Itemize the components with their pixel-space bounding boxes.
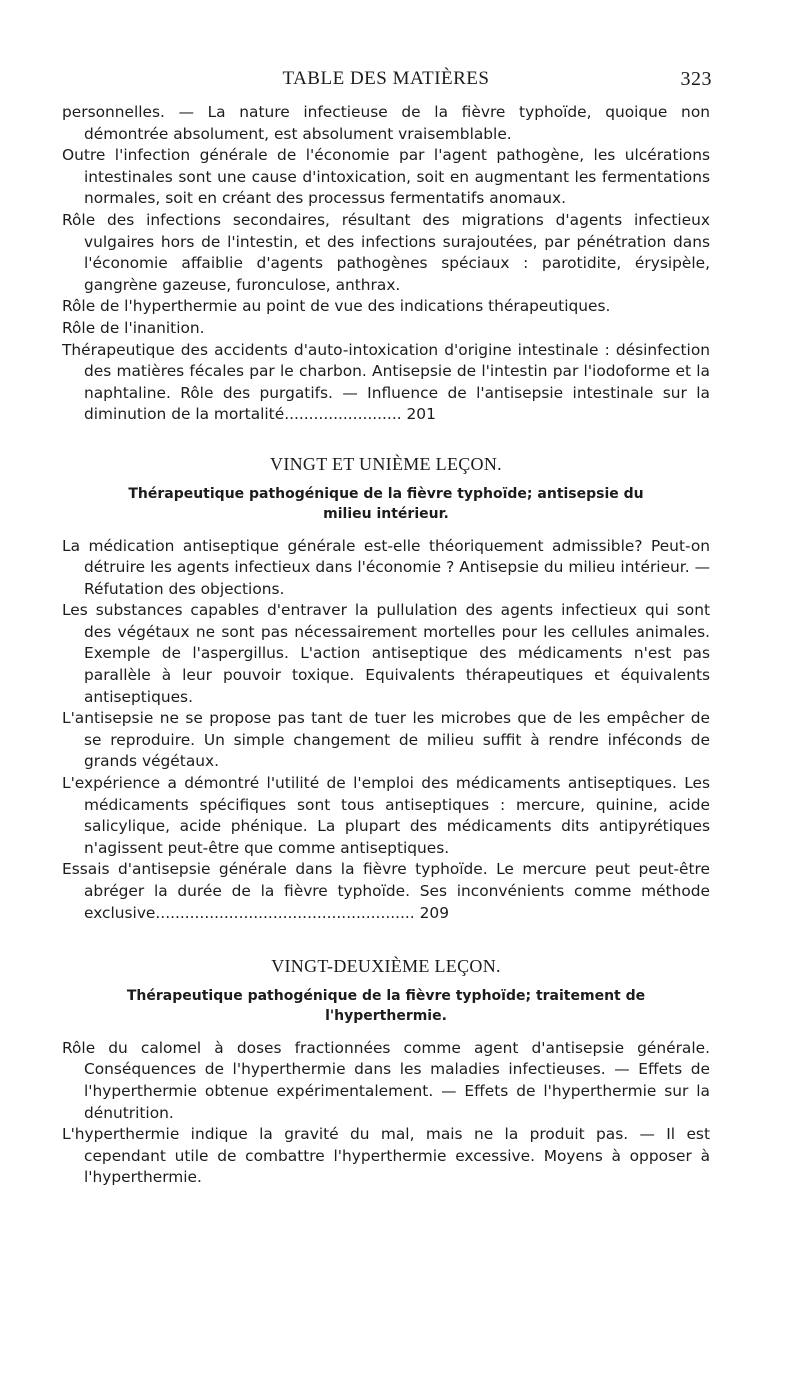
toc-entry-text: Essais d'antisepsie générale dans la fièvre typhoïde. Le mercure peut peut-être abréger la durée de la fièvre typhoïde. Ses inconvénients comme méthode exclusive <box>62 860 710 922</box>
toc-entry: Rôle des infections secondaires, résultant des migrations d'agents infectieux vulgaires hors de l'intestin, et des infections surajoutées, par pénétration dans l'économie affaiblie d'agents pathogènes spéciaux : parotidite, érysipèle, gangrène gazeuse, furonculose, anthrax. <box>62 210 710 294</box>
running-title: TABLE DES MATIÈRES <box>282 68 490 89</box>
page-reference: 201 <box>406 405 436 424</box>
toc-entry: L'hyperthermie indique la gravité du mal, mais ne la produit pas. — Il est cependant utile de combattre l'hyperthermie excessive. Moyens à opposer à l'hyperthermie. <box>62 1125 710 1187</box>
toc-entry: L'expérience a démontré l'utilité de l'emploi des médicaments antiseptiques. Les médicaments spécifiques sont tous antiseptiques : mercure, quinine, acide salicylique, acide phénique. La plupart des médicaments dits antipyrétiques n'agissent peut-être que comme antiseptiques. <box>62 774 710 857</box>
toc-entry: Les substances capables d'entraver la pullulation des agents infectieux qui sont des végétaux ne sont pas nécessairement mortelles pour les cellules animales. Exemple de l'aspergillus. L'action antiseptique des médicaments n'est pas parallèle à leur pouvoir toxique. Equivalents thérapeutiques et équivalents antiseptiques. <box>62 601 710 706</box>
toc-body <box>62 102 710 1189</box>
toc-entry-final <box>62 340 710 426</box>
page-number: 323 <box>680 68 712 90</box>
lecon-22-section <box>62 956 710 1189</box>
lecon-subtitle: Thérapeutique pathogénique de la fièvre typhoïde; traitement de l'hyperthermie. <box>126 987 646 1024</box>
lecon-21-section <box>62 454 710 924</box>
toc-entry-text: Thérapeutique des accidents d'auto-intoxication d'origine intestinale : désinfection des matières fécales par le charbon. Antisepsie de l'intestin par l'iodoforme et la naphtaline. Rôle des purgatifs. — Influence de l'antisepsie intestinale sur la diminution de la mortalité <box>62 340 710 424</box>
toc-entry-final <box>62 859 710 924</box>
page-reference: 209 <box>419 903 449 922</box>
toc-entry: La médication antiseptique générale est-elle théoriquement admissible? Peut-on détruire les agents infectieux dans l'économie ? Antisepsie du milieu intérieur. — Réfutation des objections. <box>62 536 710 598</box>
toc-entry: Rôle de l'inanition. <box>62 318 205 337</box>
toc-entry: Rôle de l'hyperthermie au point de vue des indications thérapeutiques. <box>62 297 611 316</box>
lecon-subtitle: Thérapeutique pathogénique de la fièvre typhoïde; antisepsie du milieu intérieur. <box>128 485 644 522</box>
toc-entry: personnelles. — La nature infectieuse de la fièvre typhoïde, quoique non démontrée absolument, est absolument vraisemblable. <box>62 103 710 143</box>
dot-leader: ........................ <box>284 405 402 424</box>
lecon-heading: VINGT ET UNIÈME LEÇON. <box>270 453 502 474</box>
toc-entry: L'antisepsie ne se propose pas tant de tuer les microbes que de les empêcher de se reproduire. Un simple changement de milieu suffit à rendre inféconds de grands végétaux. <box>62 709 710 771</box>
toc-entry: Outre l'infection générale de l'économie par l'agent pathogène, les ulcérations intestinales sont une cause d'intoxication, soit en augmentant les fermentations normales, soit en créant des processus fermentatifs anomaux. <box>62 146 710 208</box>
dot-leader: ..................................................... <box>155 903 415 922</box>
running-header <box>62 68 710 98</box>
book-page <box>62 68 710 1189</box>
toc-section-continued <box>62 102 710 426</box>
lecon-heading: VINGT-DEUXIÈME LEÇON. <box>271 956 501 977</box>
toc-entry: Rôle du calomel à doses fractionnées comme agent d'antisepsie générale. Conséquences de l'hyperthermie dans les maladies infectieuses. — Effets de l'hyperthermie obtenue expérimentalement. — Effets de l'hyperthermie sur la dénutrition. <box>62 1038 710 1122</box>
